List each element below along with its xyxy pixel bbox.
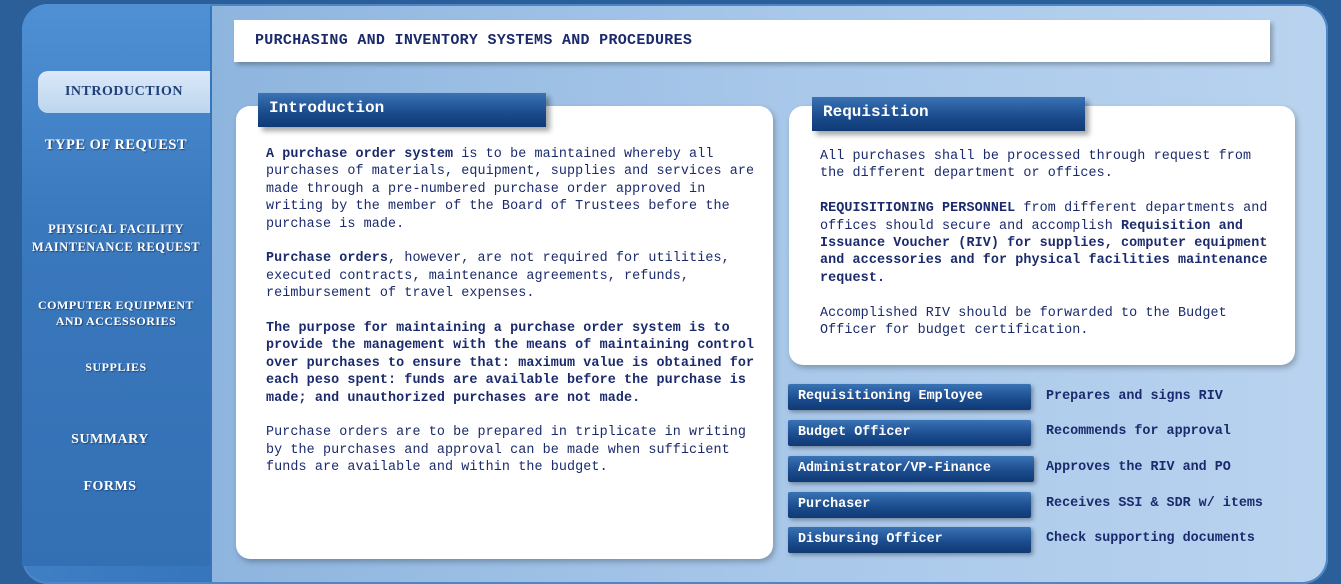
page-title-bar xyxy=(234,20,1270,62)
intro-p2-rest: , however, are not required for utilities, executed contracts, maintenance agreements, refunds, reimbursement of travel expenses. xyxy=(266,251,730,302)
role-administrator-button[interactable]: Administrator/VP-Finance xyxy=(788,456,1034,482)
req-p3: Accomplished RIV should be forwarded to the Budget Officer for budget certification. xyxy=(820,305,1227,339)
sidebar-item-computer-equipment[interactable]: COMPUTER EQUIPMENT AND ACCESSORIES xyxy=(38,298,194,328)
role-requisitioning-employee-desc: Prepares and signs RIV xyxy=(1046,389,1223,404)
role-requisitioning-employee-button[interactable]: Requisitioning Employee xyxy=(788,384,1031,410)
sidebar-item-forms[interactable]: FORMS xyxy=(83,479,137,494)
requisition-text xyxy=(820,148,1282,357)
intro-p1-bold: A purchase order system xyxy=(266,147,454,162)
page-title: PURCHASING AND INVENTORY SYSTEMS AND PROCEDURES xyxy=(255,32,693,49)
requisition-title: Requisition xyxy=(812,97,1085,131)
sidebar-item-supplies[interactable]: SUPPLIES xyxy=(85,360,147,374)
sidebar xyxy=(22,4,210,566)
sidebar-item-introduction[interactable]: INTRODUCTION xyxy=(38,71,210,113)
intro-p2-bold: Purchase orders xyxy=(266,251,389,267)
role-budget-officer-button[interactable]: Budget Officer xyxy=(788,420,1031,446)
role-budget-officer-desc: Recommends for approval xyxy=(1046,424,1231,439)
role-disbursing-officer-button[interactable]: Disbursing Officer xyxy=(788,527,1031,553)
role-purchaser-button[interactable]: Purchaser xyxy=(788,492,1031,518)
sidebar-item-physical-facility[interactable]: PHYSICAL FACILITY MAINTENANCE REQUEST xyxy=(31,222,201,254)
intro-p1-rest: is to be maintained whereby all purchases of materials, equipment, supplies and services are made through a pre-numbered purchase order approved in writing by the member of the Board of Trustees before the purchase is made. xyxy=(266,147,755,232)
introduction-text xyxy=(266,146,756,494)
intro-p4: Purchase orders are to be prepared in triplicate in writing by the purchases and approval can be made when sufficient funds are available and within the budget. xyxy=(266,425,747,476)
role-purchaser-desc: Receives SSI & SDR w/ items xyxy=(1046,496,1263,511)
req-p2-bold: REQUISITIONING PERSONNEL xyxy=(820,201,1016,217)
req-p2-mid: from different departments and offices should secure and accomplish xyxy=(820,201,1268,234)
role-disbursing-officer-desc: Check supporting documents xyxy=(1046,531,1255,546)
introduction-title: Introduction xyxy=(258,93,546,127)
sidebar-item-summary[interactable]: SUMMARY xyxy=(71,432,149,447)
req-p1: All purchases shall be processed through request from the different department or offices. xyxy=(820,149,1252,182)
req-p2-bold2: Requisition and Issuance Voucher (RIV) for supplies, computer equipment and accessories and for physical facilities maintenance request. xyxy=(820,218,1268,286)
intro-p3: The purpose for maintaining a purchase order system is to provide the management with the means of maintaining control over purchases to ensure that: maximum value is obtained for each peso spent: funds are available before the purchase is made; and unauthorized purchases are not made. xyxy=(266,321,755,406)
role-administrator-desc: Approves the RIV and PO xyxy=(1046,460,1231,475)
sidebar-item-type-of-request[interactable]: TYPE OF REQUEST xyxy=(44,137,188,153)
